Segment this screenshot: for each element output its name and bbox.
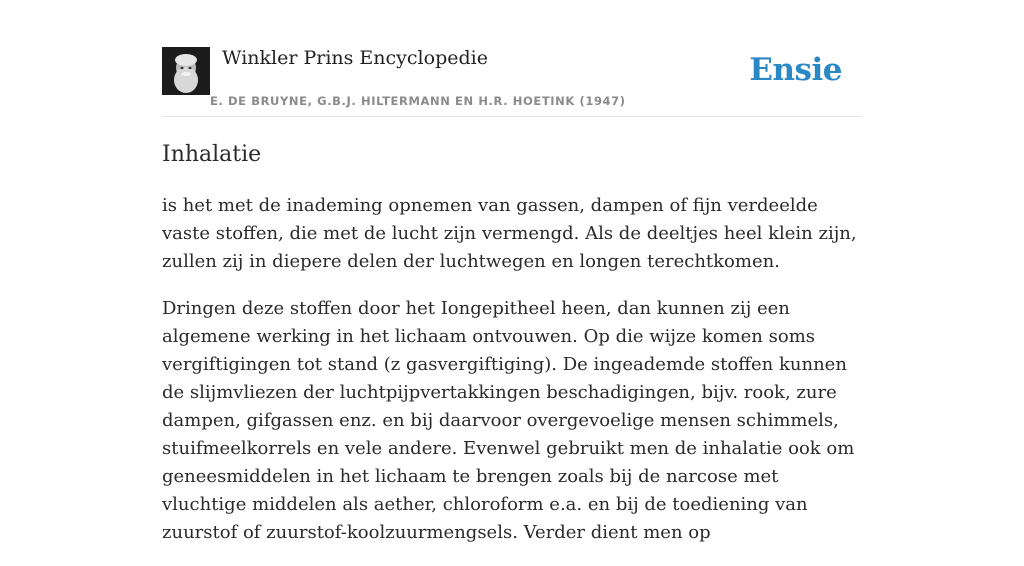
source-header bbox=[162, 0, 862, 117]
bearded-man-portrait-icon bbox=[162, 47, 210, 95]
entry-paragraph: Dringen deze stoffen door het Iongepitheel heen, dan kunnen zij een algemene werking in het lichaam ontvouwen. Op die wijze komen soms vergiftigingen tot stand (z gasvergiftiging). De ingeademde stoffen kunnen de slijmvliezen der luchtpijpvertakkingen beschadigingen, bijv. rook, zure dampen, gifgassen enz. en bij daarvoor overgevoelige mensen schimmels, stuifmeelkorrels en vele andere. Evenwel gebruikt men de inhalatie ook om geneesmiddelen in het lichaam te brengen zoals bij de narcose met vluchtige middelen als aether, chloroform e.a. en bij de toediening van zuurstof of zuurstof-koolzuurmengsels. Verder dient men op bbox=[162, 298, 855, 543]
entry-title: Inhalatie bbox=[162, 142, 262, 167]
brand-logo[interactable]: Ensie bbox=[749, 52, 842, 88]
entry-body bbox=[162, 192, 862, 566]
entry-paragraph: is het met de inademing opnemen van gassen, dampen of fijn verdeelde vaste stoffen, die met de lucht zijn vermengd. Als de deeltjes heel klein zijn, zullen zij in diepere delen der luchtwegen en longen terechtkomen. bbox=[162, 195, 857, 272]
source-authors: E. DE BRUYNE, G.B.J. HILTERMANN EN H.R. HOETINK (1947) bbox=[210, 94, 626, 108]
source-title[interactable]: Winkler Prins Encyclopedie bbox=[222, 47, 488, 69]
author-avatar bbox=[162, 47, 210, 95]
